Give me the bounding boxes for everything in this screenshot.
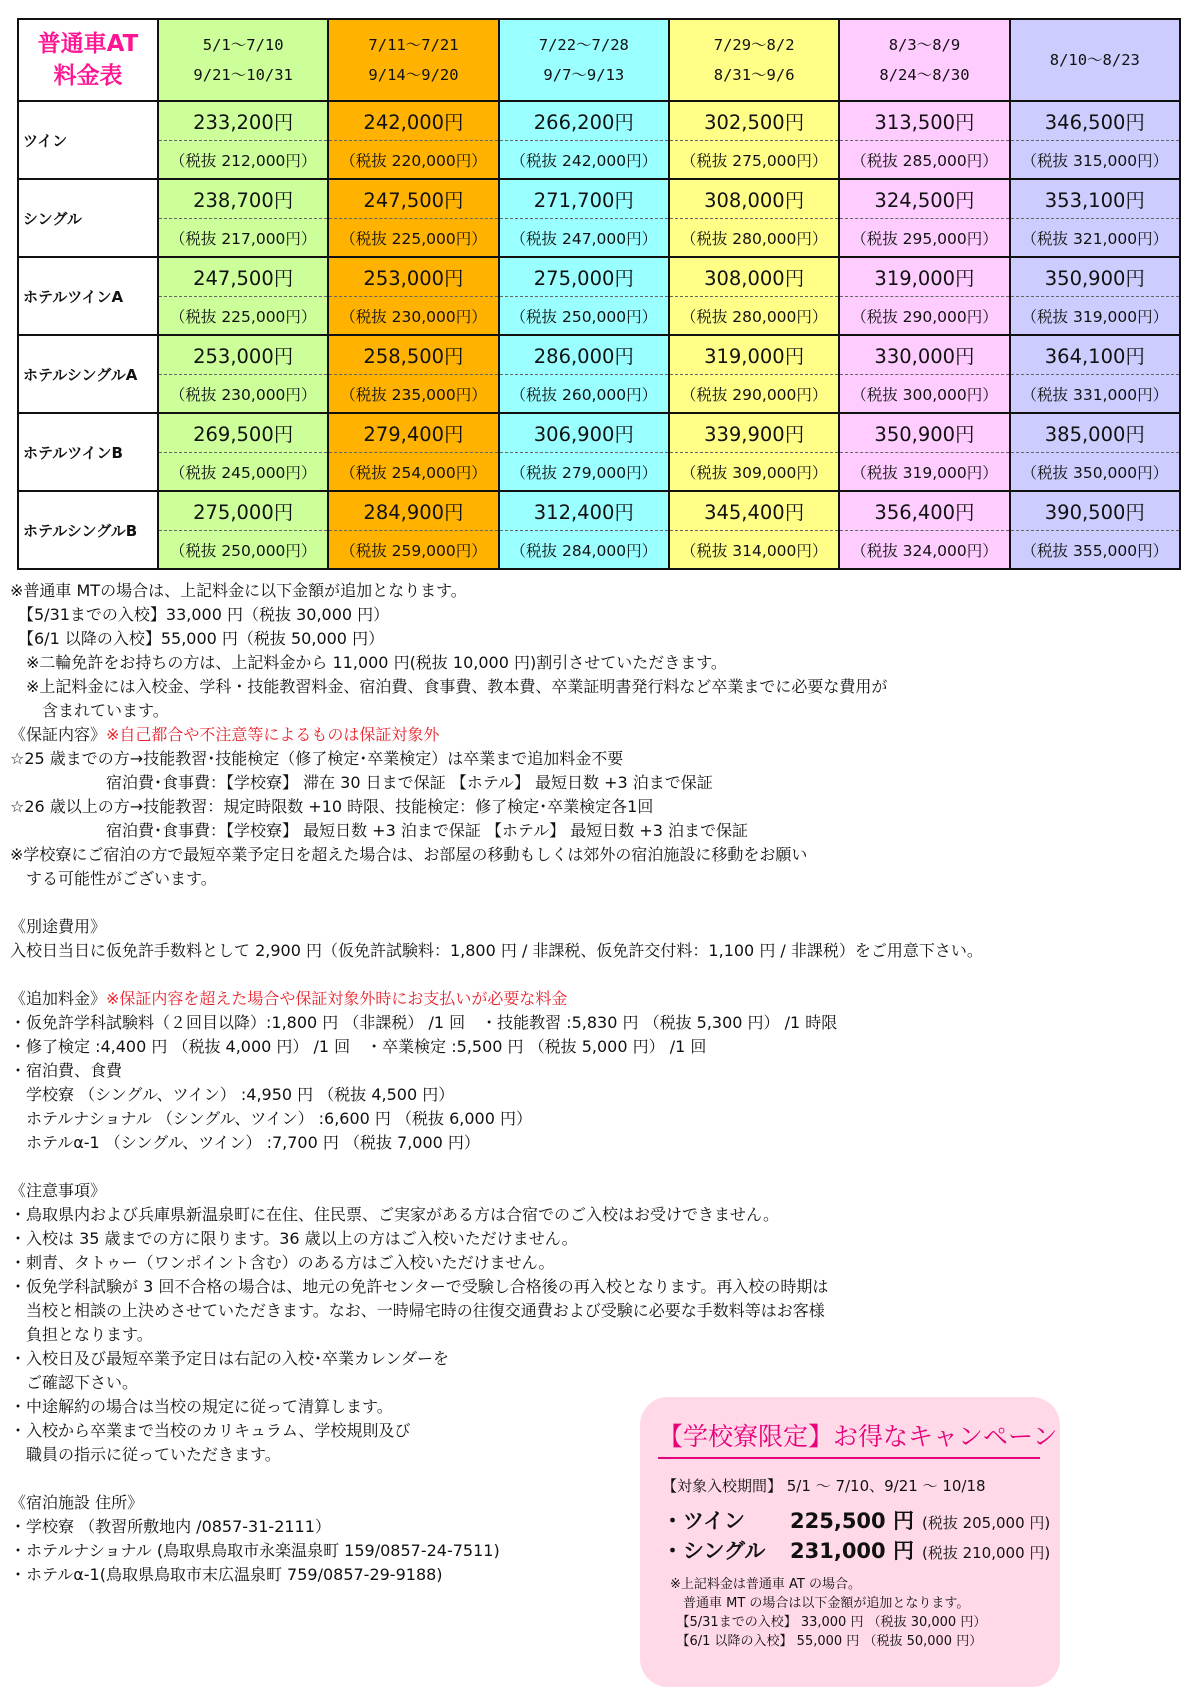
tax-row — [18, 453, 1180, 492]
price-cell: 275,000円 — [158, 491, 328, 531]
price-cell: 324,500円 — [839, 179, 1009, 219]
note-text: ☆26 歳以上の方→技能教習：規定時限数 +10 時限、技能検定：修了検定･卒業検定各1回 — [10, 797, 654, 816]
tax-cell: （税抜 321,000円） — [1010, 219, 1180, 258]
note-text: ・仮免学科試験が 3 回不合格の場合は、地元の免許センターで受験し合格後の再入校となります。再入校の時期は — [10, 1277, 829, 1296]
note-line — [10, 939, 1190, 963]
note-line — [10, 1347, 1190, 1371]
note-line — [10, 627, 1190, 651]
note-text: 《保証内容》 — [10, 725, 107, 744]
note-line — [10, 987, 1190, 1011]
price-cell: 345,400円 — [669, 491, 839, 531]
blank-line — [10, 963, 1190, 987]
tax-cell: （税抜 290,000円） — [669, 375, 839, 414]
note-line — [10, 1083, 1190, 1107]
tax-cell: （税抜 280,000円） — [669, 219, 839, 258]
note-text: ご確認下さい。 — [10, 1373, 139, 1392]
campaign-tax: (税抜 205,000 円) — [921, 1514, 1051, 1532]
price-cell: 247,500円 — [158, 257, 328, 297]
tax-cell: （税抜 290,000円） — [839, 297, 1009, 336]
price-row — [18, 257, 1180, 297]
note-text: 《追加料金》 — [10, 989, 107, 1008]
period-line: 8/24〜8/30 — [879, 66, 970, 84]
campaign-tax: (税抜 210,000 円) — [921, 1544, 1051, 1562]
price-cell: 356,400円 — [839, 491, 1009, 531]
note-line — [10, 1011, 1190, 1035]
period-line: 7/22〜7/28 — [538, 36, 629, 54]
table-title — [18, 19, 158, 101]
note-text: ・中途解約の場合は当校の規定に従って清算します。 — [10, 1397, 393, 1416]
note-line — [10, 1179, 1190, 1203]
note-line — [10, 579, 1190, 603]
campaign-room-label: ・シングル — [662, 1539, 766, 1563]
row-label: ホテルシングルB — [18, 491, 158, 569]
tax-cell: （税抜 355,000円） — [1010, 531, 1180, 570]
tax-cell: （税抜 350,000円） — [1010, 453, 1180, 492]
note-warning: ※自己都合や不注意等によるものは保証対象外 — [106, 725, 440, 744]
period-line: 7/11〜7/21 — [368, 36, 459, 54]
note-text: 宿泊費･食事費：【学校寮】 滞在 30 日まで保証 【ホテル】 最短日数 +3 泊まで保証 — [10, 773, 713, 792]
price-cell: 350,900円 — [1010, 257, 1180, 297]
tax-row — [18, 297, 1180, 336]
note-text: ・ホテルα-1(鳥取県鳥取市末広温泉町 759/0857-29-9188) — [10, 1565, 443, 1584]
period-line: 8/31〜9/6 — [713, 66, 795, 84]
period-line: 9/7〜9/13 — [543, 66, 625, 84]
tax-cell: （税抜 254,000円） — [328, 453, 498, 492]
blank-line — [10, 891, 1190, 915]
tax-row — [18, 219, 1180, 258]
tax-row — [18, 141, 1180, 180]
price-cell: 242,000円 — [328, 101, 498, 141]
campaign-price: 225,500 円 — [790, 1509, 914, 1533]
note-text: ※二輪免許をお持ちの方は、上記料金から 11,000 円(税抜 10,000 円)割引させていただきます。 — [10, 653, 727, 672]
campaign-price-row — [662, 1505, 1050, 1535]
tax-cell: （税抜 245,000円） — [158, 453, 328, 492]
note-line — [10, 1323, 1190, 1347]
tax-cell: （税抜 314,000円） — [669, 531, 839, 570]
price-cell: 308,000円 — [669, 257, 839, 297]
price-cell: 306,900円 — [499, 413, 669, 453]
price-cell: 302,500円 — [669, 101, 839, 141]
period-header — [158, 19, 328, 101]
note-line — [10, 1059, 1190, 1083]
note-line — [10, 699, 1190, 723]
note-text: ☆25 歳までの方→技能教習･技能検定（修了検定･卒業検定）は卒業まで追加料金不要 — [10, 749, 624, 768]
note-line — [10, 795, 1190, 819]
note-line — [10, 723, 1190, 747]
price-row — [18, 491, 1180, 531]
price-cell: 233,200円 — [158, 101, 328, 141]
note-text: ・修了検定 :4,400 円 （税抜 4,000 円） /1 回 ・卒業検定 :5,500 円 （税抜 5,000 円） /1 回 — [10, 1037, 707, 1056]
note-line — [10, 1131, 1190, 1155]
period-line: 5/1〜7/10 — [202, 36, 284, 54]
note-text: 《別途費用》 — [10, 917, 107, 936]
blank-line — [10, 1155, 1190, 1179]
note-text: 宿泊費･食事費：【学校寮】 最短日数 +3 泊まで保証 【ホテル】 最短日数 +3 泊まで保証 — [10, 821, 748, 840]
note-text: ・ホテルナショナル (鳥取県鳥取市永楽温泉町 159/0857-24-7511) — [10, 1541, 500, 1560]
note-text: 当校と相談の上決めさせていただきます。なお、一時帰宅時の往復交通費および受験に必要な手数料等はお客様 — [10, 1301, 825, 1320]
price-cell: 339,900円 — [669, 413, 839, 453]
period-header-row — [18, 19, 1180, 101]
price-row — [18, 101, 1180, 141]
note-line — [10, 747, 1190, 771]
period-header — [1010, 19, 1180, 101]
note-text: 負担となります。 — [10, 1325, 153, 1344]
note-text: する可能性がございます。 — [10, 869, 217, 888]
note-text: 職員の指示に従っていただきます。 — [10, 1445, 281, 1464]
price-cell: 271,700円 — [499, 179, 669, 219]
period-header — [328, 19, 498, 101]
price-cell: 258,500円 — [328, 335, 498, 375]
tax-row — [18, 531, 1180, 570]
tax-cell: （税抜 230,000円） — [158, 375, 328, 414]
period-header — [669, 19, 839, 101]
note-text: ・入校は 35 歳までの方に限ります。36 歳以上の方はご入校いただけません。 — [10, 1229, 578, 1248]
tax-cell: （税抜 220,000円） — [328, 141, 498, 180]
tax-row — [18, 375, 1180, 414]
tax-cell: （税抜 260,000円） — [499, 375, 669, 414]
note-text: 学校寮 （シングル、ツイン） :4,950 円 （税抜 4,500 円） — [10, 1085, 455, 1104]
price-row — [18, 335, 1180, 375]
price-cell: 390,500円 — [1010, 491, 1180, 531]
note-text: ※普通車 MTの場合は、上記料金に以下金額が追加となります。 — [10, 581, 467, 600]
note-line — [10, 675, 1190, 699]
period-line: 9/21〜10/31 — [193, 66, 293, 84]
row-label: シングル — [18, 179, 158, 257]
price-cell: 364,100円 — [1010, 335, 1180, 375]
tax-cell: （税抜 259,000円） — [328, 531, 498, 570]
price-row — [18, 413, 1180, 453]
price-cell: 330,000円 — [839, 335, 1009, 375]
price-cell: 308,000円 — [669, 179, 839, 219]
note-line — [10, 603, 1190, 627]
tax-cell: （税抜 315,000円） — [1010, 141, 1180, 180]
note-line — [10, 651, 1190, 675]
tax-cell: （税抜 279,000円） — [499, 453, 669, 492]
row-label: ホテルシングルA — [18, 335, 158, 413]
note-text: ※学校寮にご宿泊の方で最短卒業予定日を超えた場合は、お部屋の移動もしくは郊外の宿泊施設に移動をお願い — [10, 845, 808, 864]
title-line: 料金表 — [53, 63, 123, 89]
note-text: ・鳥取県内および兵庫県新温泉町に在住、住民票、ご実家がある方は合宿でのご入校はお受けできません。 — [10, 1205, 779, 1224]
price-cell: 385,000円 — [1010, 413, 1180, 453]
campaign-room-label: ・ツイン — [662, 1509, 745, 1533]
tax-cell: （税抜 275,000円） — [669, 141, 839, 180]
price-cell: 312,400円 — [499, 491, 669, 531]
tax-cell: （税抜 225,000円） — [328, 219, 498, 258]
price-cell: 269,500円 — [158, 413, 328, 453]
price-cell: 353,100円 — [1010, 179, 1180, 219]
note-line — [10, 843, 1190, 867]
note-text: ・刺青、タトゥー（ワンポイント含む）のある方はご入校いただけません。 — [10, 1253, 555, 1272]
row-label: ホテルツインB — [18, 413, 158, 491]
note-line — [10, 867, 1190, 891]
note-text: 【5/31までの入校】33,000 円（税抜 30,000 円） — [10, 605, 390, 624]
price-table — [17, 18, 1181, 570]
note-line — [10, 1371, 1190, 1395]
tax-cell: （税抜 284,000円） — [499, 531, 669, 570]
campaign-note: 普通車 MT の場合は以下金額が追加となります。 — [670, 1596, 970, 1611]
tax-cell: （税抜 217,000円） — [158, 219, 328, 258]
row-label: ツイン — [18, 101, 158, 179]
title-line: 普通車AT — [37, 31, 139, 57]
note-line — [10, 1275, 1190, 1299]
price-cell: 247,500円 — [328, 179, 498, 219]
note-text: ※上記料金には入校金、学科・技能教習料金、宿泊費、食事費、教本費、卒業証明書発行料など卒業までに必要な費用が — [10, 677, 888, 696]
note-line — [10, 1203, 1190, 1227]
price-cell: 266,200円 — [499, 101, 669, 141]
note-line — [10, 819, 1190, 843]
note-text: ・入校日及び最短卒業予定日は右記の入校･卒業カレンダーを — [10, 1349, 449, 1368]
campaign-note: ※上記料金は普通車 AT の場合。 — [670, 1577, 861, 1592]
note-text: 入校日当日に仮免許手数料として 2,900 円（仮免許試験料：1,800 円 / 非課税、仮免許交付料：1,100 円 / 非課税）をご用意下さい。 — [10, 941, 983, 960]
note-text: 【6/1 以降の入校】55,000 円（税抜 50,000 円） — [10, 629, 385, 648]
tax-cell: （税抜 235,000円） — [328, 375, 498, 414]
price-cell: 346,500円 — [1010, 101, 1180, 141]
tax-cell: （税抜 250,000円） — [499, 297, 669, 336]
note-text: 《宿泊施設 住所》 — [10, 1493, 144, 1512]
period-header — [499, 19, 669, 101]
note-text: ・学校寮 （教習所敷地内 /0857-31-2111） — [10, 1517, 331, 1536]
price-row — [18, 179, 1180, 219]
campaign-divider — [658, 1457, 1040, 1459]
tax-cell: （税抜 225,000円） — [158, 297, 328, 336]
note-text: ・宿泊費、食費 — [10, 1061, 123, 1080]
tax-cell: （税抜 212,000円） — [158, 141, 328, 180]
period-line: 8/10〜8/23 — [1049, 51, 1140, 69]
period-line: 9/14〜9/20 — [368, 66, 459, 84]
note-text: ・入校から卒業まで当校のカリキュラム、学校規則及び — [10, 1421, 411, 1440]
price-cell: 319,000円 — [669, 335, 839, 375]
campaign-title: 【学校寮限定】お得なキャンペーン — [658, 1422, 1058, 1451]
price-cell: 253,000円 — [158, 335, 328, 375]
note-warning: ※保証内容を超えた場合や保証対象外時にお支払いが必要な料金 — [106, 989, 568, 1008]
tax-cell: （税抜 250,000円） — [158, 531, 328, 570]
tax-cell: （税抜 331,000円） — [1010, 375, 1180, 414]
note-line — [10, 1107, 1190, 1131]
campaign-note: 【5/31までの入校】 33,000 円 （税抜 30,000 円） — [670, 1615, 987, 1630]
price-cell: 279,400円 — [328, 413, 498, 453]
tax-cell: （税抜 242,000円） — [499, 141, 669, 180]
tax-cell: （税抜 309,000円） — [669, 453, 839, 492]
tax-cell: （税抜 230,000円） — [328, 297, 498, 336]
note-line — [10, 1035, 1190, 1059]
campaign-box — [640, 1397, 1060, 1687]
tax-cell: （税抜 280,000円） — [669, 297, 839, 336]
price-cell: 319,000円 — [839, 257, 1009, 297]
row-label: ホテルツインA — [18, 257, 158, 335]
note-line — [10, 771, 1190, 795]
tax-cell: （税抜 319,000円） — [839, 453, 1009, 492]
period-line: 7/29〜8/2 — [713, 36, 795, 54]
note-text: ホテルナショナル （シングル、ツイン） :6,600 円 （税抜 6,000 円） — [10, 1109, 532, 1128]
period-header — [839, 19, 1009, 101]
campaign-price: 231,000 円 — [790, 1539, 914, 1563]
price-cell: 350,900円 — [839, 413, 1009, 453]
price-cell: 286,000円 — [499, 335, 669, 375]
note-text: 含まれています。 — [10, 701, 169, 720]
note-text: 《注意事項》 — [10, 1181, 107, 1200]
tax-cell: （税抜 285,000円） — [839, 141, 1009, 180]
tax-cell: （税抜 300,000円） — [839, 375, 1009, 414]
note-text: ホテルα-1 （シングル、ツイン） :7,700 円 （税抜 7,000 円） — [10, 1133, 480, 1152]
tax-cell: （税抜 295,000円） — [839, 219, 1009, 258]
note-line — [10, 1251, 1190, 1275]
note-text: ・仮免許学科試験料（２回目以降）:1,800 円 （非課税） /1 回 ・技能教習 :5,830 円 （税抜 5,300 円） /1 時限 — [10, 1013, 838, 1032]
note-line — [10, 915, 1190, 939]
tax-cell: （税抜 247,000円） — [499, 219, 669, 258]
campaign-period: 【対象入校期間】 5/1 〜 7/10、9/21 〜 10/18 — [662, 1477, 986, 1495]
period-line: 8/3〜8/9 — [888, 36, 961, 54]
price-cell: 253,000円 — [328, 257, 498, 297]
note-line — [10, 1227, 1190, 1251]
tax-cell: （税抜 319,000円） — [1010, 297, 1180, 336]
price-cell: 238,700円 — [158, 179, 328, 219]
campaign-note: 【6/1 以降の入校】 55,000 円 （税抜 50,000 円） — [670, 1634, 983, 1649]
price-cell: 313,500円 — [839, 101, 1009, 141]
price-cell: 275,000円 — [499, 257, 669, 297]
note-line — [10, 1299, 1190, 1323]
tax-cell: （税抜 324,000円） — [839, 531, 1009, 570]
campaign-price-row — [662, 1535, 1050, 1565]
price-cell: 284,900円 — [328, 491, 498, 531]
